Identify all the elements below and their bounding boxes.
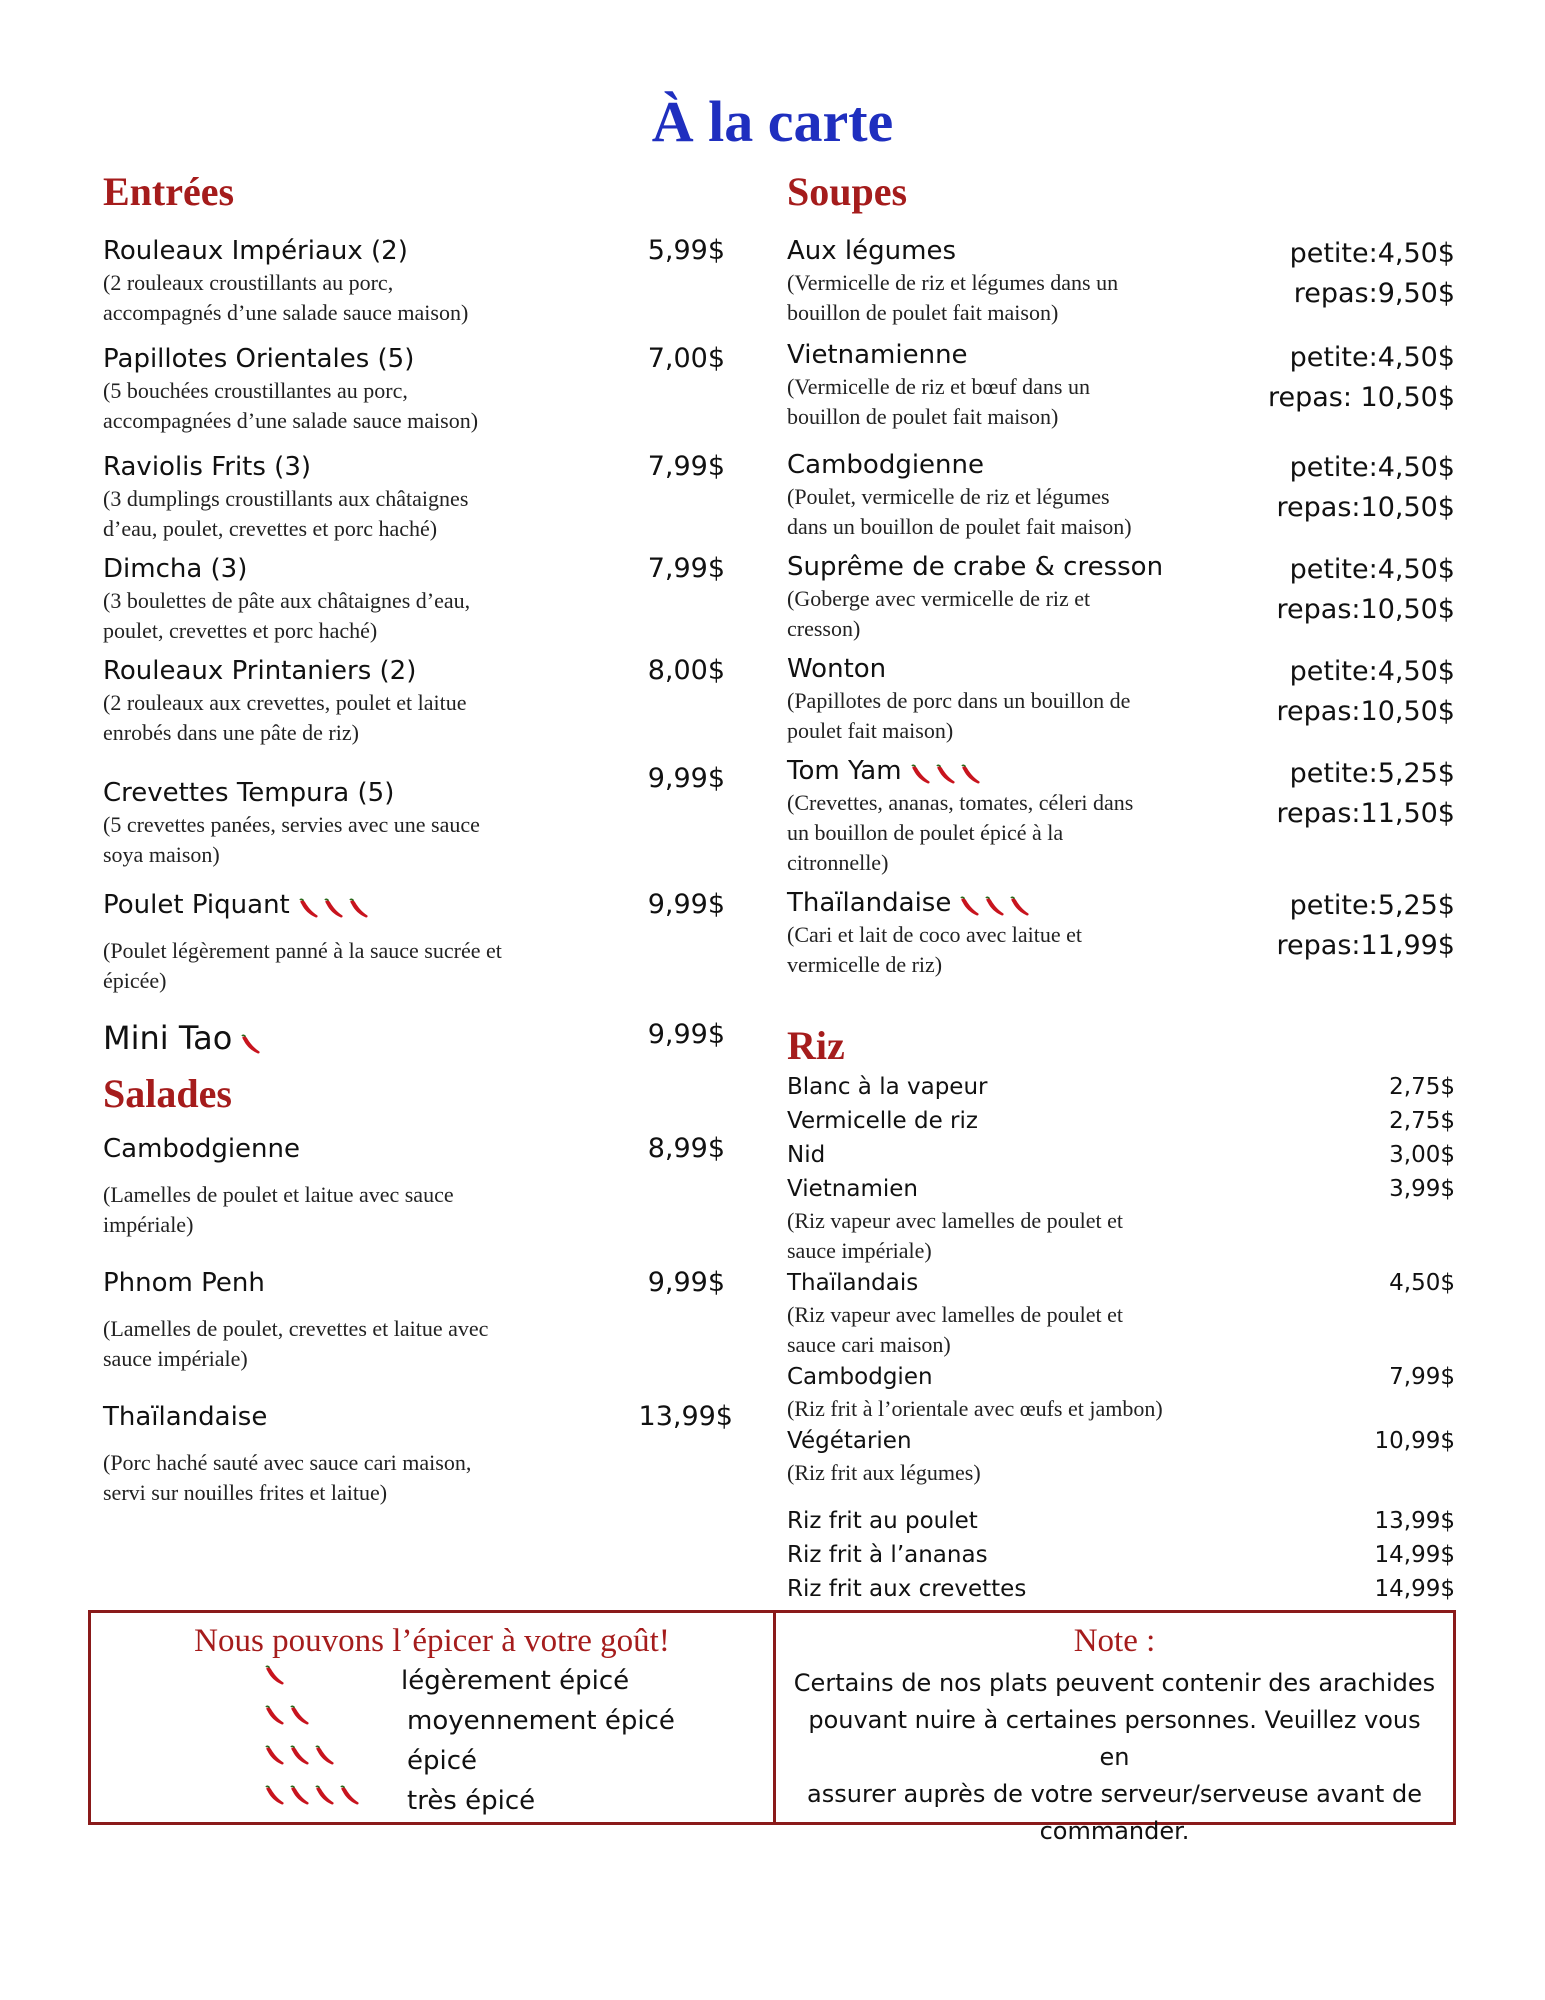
chili-pepper-icon: [984, 896, 1006, 918]
item-description: d’eau, poulet, crevettes et porc haché): [103, 516, 438, 541]
menu-item: [103, 1266, 725, 1400]
spice-indicator: [295, 898, 370, 917]
page-title: À la carte: [651, 89, 894, 154]
item-name: Cambodgien: [787, 1364, 933, 1390]
item-name: Aux légumes: [787, 236, 956, 266]
menu-item: [103, 1132, 725, 1266]
item-price: 2,75$: [1389, 1108, 1455, 1134]
item-price: 9,99$: [647, 889, 725, 920]
menu-item: [103, 1018, 725, 1066]
soup-prices: [1277, 886, 1455, 966]
chili-pepper-icon: [289, 1745, 311, 1767]
item-description: (Goberge avec vermicelle de riz et: [787, 586, 1091, 611]
chili-pepper-icon: [264, 1745, 286, 1767]
meal-price: repas:11,99$: [1276, 930, 1455, 961]
item-description: (5 crevettes panées, servies avec une sauce: [103, 812, 480, 837]
item-name: Dimcha (3): [103, 554, 248, 584]
item-description: bouillon de poulet fait maison): [787, 300, 1059, 325]
item-name: Tom Yam: [787, 756, 902, 786]
item-description: un bouillon de poulet épicé à la: [787, 820, 1064, 845]
item-description: (Vermicelle de riz et légumes dans un: [787, 270, 1119, 295]
chili-pepper-icon: [289, 1705, 311, 1727]
item-price: 9,99$: [647, 763, 725, 794]
legend-row: [91, 1741, 773, 1781]
spice-indicator: [907, 764, 982, 783]
small-price: petite:4,50$: [1289, 342, 1455, 373]
soup-prices: [1277, 448, 1455, 528]
spice-legend: [91, 1613, 776, 1822]
item-name: Nid: [787, 1142, 826, 1168]
meal-price: repas:11,50$: [1276, 798, 1455, 829]
spice-indicator: [261, 1785, 361, 1807]
small-price: petite:4,50$: [1289, 554, 1455, 585]
item-description: (Papillotes de porc dans un bouillon de: [787, 688, 1131, 713]
footer-box: [88, 1610, 1456, 1845]
item-price: 7,99$: [1389, 1364, 1455, 1390]
spice-legend-heading: Nous pouvons l’épicer à votre goût!: [194, 1623, 670, 1659]
right-column: [787, 168, 1455, 1606]
spice-indicator: [261, 1705, 311, 1727]
item-description: (Riz vapeur avec lamelles de poulet et: [787, 1208, 1123, 1233]
item-name: Vietnamien: [787, 1176, 918, 1202]
chili-pepper-icon: [959, 896, 981, 918]
meal-price: repas: 10,50$: [1267, 382, 1455, 413]
item-name: Raviolis Frits (3): [103, 452, 312, 482]
menu-item: [103, 888, 725, 1018]
menu-item: [787, 448, 1455, 550]
chili-pepper-icon: [348, 898, 370, 920]
item-name: Blanc à la vapeur: [787, 1074, 988, 1100]
item-price: 10,99$: [1374, 1428, 1455, 1454]
item-price: 9,99$: [647, 1267, 725, 1298]
meal-price: repas:9,50$: [1293, 278, 1455, 309]
chili-pepper-icon: [935, 764, 957, 786]
item-name: Thaïlandaise: [787, 888, 952, 918]
menu-item: [103, 1400, 733, 1510]
left-column: [103, 168, 733, 1510]
meal-price: repas:10,50$: [1276, 696, 1455, 727]
menu-item: [787, 1360, 1455, 1424]
item-price: 3,99$: [1389, 1176, 1455, 1202]
item-description: (Riz vapeur avec lamelles de poulet et: [787, 1302, 1123, 1327]
chili-pepper-icon: [323, 898, 345, 920]
item-price: 13,99$: [1374, 1508, 1455, 1534]
menu-item: [787, 338, 1455, 448]
riz-heading: Riz: [787, 1023, 845, 1068]
menu-item: [787, 1070, 1455, 1104]
item-name: Rouleaux Printaniers (2): [103, 656, 417, 686]
chili-pepper-icon: [289, 1785, 311, 1807]
item-description: (Cari et lait de coco avec laitue et: [787, 922, 1083, 947]
note-heading: Note :: [1073, 1623, 1156, 1659]
item-name: Cambodgienne: [103, 1134, 301, 1164]
item-description: cresson): [787, 616, 861, 641]
item-price: 7,99$: [647, 451, 725, 482]
entrees-heading: Entrées: [103, 169, 235, 214]
item-description: poulet fait maison): [787, 718, 954, 743]
small-price: petite:5,25$: [1289, 758, 1455, 789]
item-description: (3 dumplings croustillants aux châtaignes: [103, 486, 469, 511]
menu-item: [787, 1172, 1455, 1266]
legend-label: très épicé: [407, 1786, 536, 1816]
item-description: poulet, crevettes et porc haché): [103, 618, 378, 643]
chili-pepper-icon: [264, 1665, 286, 1687]
chili-pepper-icon: [910, 764, 932, 786]
chili-pepper-icon: [960, 764, 982, 786]
chili-pepper-icon: [1009, 896, 1031, 918]
menu-item: [787, 234, 1455, 338]
soup-prices: [1277, 754, 1455, 834]
item-name: Suprême de crabe & cresson: [787, 552, 1164, 582]
item-description: servi sur nouilles frites et laitue): [103, 1480, 388, 1505]
item-price: 14,99$: [1374, 1576, 1455, 1602]
item-description: accompagnées d’une salade sauce maison): [103, 408, 479, 433]
chili-pepper-icon: [298, 898, 320, 920]
menu-item: [787, 1138, 1455, 1172]
item-price: 9,99$: [647, 1019, 725, 1050]
meal-price: repas:10,50$: [1276, 492, 1455, 523]
legend-label: légèrement épicé: [401, 1666, 630, 1696]
chili-pepper-icon: [314, 1745, 336, 1767]
note-text: [776, 1661, 1453, 1850]
small-price: petite:5,25$: [1289, 890, 1455, 921]
item-description: (Riz frit à l’orientale avec œufs et jambon): [787, 1396, 1163, 1421]
item-name: Wonton: [787, 654, 887, 684]
menu-item: [787, 754, 1455, 886]
menu-item: [103, 342, 725, 450]
soup-prices: [1290, 234, 1455, 314]
item-description: (3 boulettes de pâte aux châtaignes d’eau,: [103, 588, 471, 613]
item-description: (Lamelles de poulet, crevettes et laitue avec: [103, 1316, 489, 1341]
note-line: pouvant nuire à certaines personnes. Veuillez vous en: [808, 1706, 1421, 1771]
item-name: Végétarien: [787, 1428, 912, 1454]
item-description: sauce cari maison): [787, 1332, 951, 1357]
chili-pepper-icon: [240, 1034, 262, 1056]
item-description: soya maison): [103, 842, 220, 867]
chili-pepper-icon: [264, 1705, 286, 1727]
item-name: Poulet Piquant: [103, 890, 290, 920]
legend-label: moyennement épicé: [407, 1706, 675, 1736]
item-price: 2,75$: [1389, 1074, 1455, 1100]
small-price: petite:4,50$: [1289, 238, 1455, 269]
menu-item: [787, 886, 1455, 1014]
soup-prices: [1268, 338, 1455, 418]
allergy-note: [776, 1613, 1453, 1845]
item-name: Phnom Penh: [103, 1268, 265, 1298]
menu-item: [787, 1266, 1455, 1360]
item-price: 5,99$: [647, 235, 725, 266]
menu-item: [787, 1572, 1455, 1606]
small-price: petite:4,50$: [1289, 452, 1455, 483]
item-description: enrobés dans une pâte de riz): [103, 720, 359, 745]
item-description: (Porc haché sauté avec sauce cari maison,: [103, 1450, 472, 1475]
menu-item: [787, 652, 1455, 754]
menu-item: [103, 552, 725, 654]
item-description: impériale): [103, 1212, 194, 1237]
item-description: sauce impériale): [103, 1346, 248, 1371]
item-name: Papillotes Orientales (5): [103, 344, 415, 374]
menu-item: [103, 763, 725, 888]
item-name: Rouleaux Impériaux (2): [103, 236, 408, 266]
note-line: assurer auprès de votre serveur/serveuse avant de: [807, 1780, 1422, 1808]
item-description: (Vermicelle de riz et bœuf dans un: [787, 374, 1090, 399]
item-name: Vermicelle de riz: [787, 1108, 978, 1134]
item-price: 7,99$: [647, 553, 725, 584]
item-description: (Crevettes, ananas, tomates, céleri dans: [787, 790, 1134, 815]
item-description: (5 bouchées croustillantes au porc,: [103, 378, 408, 403]
spice-indicator: [261, 1745, 336, 1767]
soup-prices: [1277, 550, 1455, 630]
soupes-heading: Soupes: [787, 169, 908, 214]
legend-row: [91, 1661, 773, 1701]
item-price: 4,50$: [1389, 1270, 1455, 1296]
chili-pepper-icon: [339, 1785, 361, 1807]
menu-item: [103, 654, 725, 770]
salades-heading: Salades: [103, 1071, 232, 1116]
legend-label: épicé: [407, 1746, 478, 1776]
item-description: (Poulet légèrement panné à la sauce sucrée et: [103, 938, 502, 963]
item-name: Mini Tao: [103, 1019, 233, 1057]
item-description: accompagnés d’une salade sauce maison): [103, 300, 469, 325]
legend-row: [91, 1781, 773, 1821]
item-description: dans un bouillon de poulet fait maison): [787, 514, 1132, 539]
item-name: Thaïlandaise: [103, 1402, 268, 1432]
menu-item: [787, 1538, 1455, 1572]
legend-row: [91, 1701, 773, 1741]
chili-pepper-icon: [264, 1785, 286, 1807]
note-line: Certains de nos plats peuvent contenir des arachides: [793, 1669, 1436, 1697]
menu-item: [787, 1104, 1455, 1138]
soup-prices: [1277, 652, 1455, 732]
item-description: (Poulet, vermicelle de riz et légumes: [787, 484, 1110, 509]
chili-pepper-icon: [314, 1785, 336, 1807]
note-line: commander.: [1039, 1817, 1190, 1845]
menu-item: [103, 234, 725, 342]
item-price: 7,00$: [647, 343, 725, 374]
meal-price: repas:10,50$: [1276, 594, 1455, 625]
item-price: 3,00$: [1389, 1142, 1455, 1168]
item-price: 13,99$: [638, 1401, 733, 1432]
item-description: (Lamelles de poulet et laitue avec sauce: [103, 1182, 454, 1207]
spice-indicator: [261, 1665, 286, 1687]
item-name: Riz frit à l’ananas: [787, 1542, 988, 1568]
menu-item: [787, 1504, 1455, 1538]
menu-item: [787, 1424, 1455, 1488]
item-name: Vietnamienne: [787, 340, 968, 370]
item-description: (2 rouleaux aux crevettes, poulet et laitue: [103, 690, 467, 715]
menu-item: [787, 550, 1455, 652]
item-name: Riz frit au poulet: [787, 1508, 978, 1534]
item-description: vermicelle de riz): [787, 952, 943, 977]
spice-indicator: [237, 1034, 262, 1053]
item-name: Cambodgienne: [787, 450, 985, 480]
small-price: petite:4,50$: [1289, 656, 1455, 687]
item-name: Riz frit aux crevettes: [787, 1576, 1027, 1602]
item-description: (2 rouleaux croustillants au porc,: [103, 270, 394, 295]
item-description: citronnelle): [787, 850, 889, 875]
item-description: épicée): [103, 968, 167, 993]
item-description: (Riz frit aux légumes): [787, 1460, 981, 1485]
item-name: Crevettes Tempura (5): [103, 778, 395, 808]
item-price: 8,99$: [647, 1133, 725, 1164]
item-price: 8,00$: [647, 655, 725, 686]
item-description: sauce impériale): [787, 1238, 932, 1263]
item-price: 14,99$: [1374, 1542, 1455, 1568]
item-description: bouillon de poulet fait maison): [787, 404, 1059, 429]
spice-indicator: [956, 896, 1031, 915]
item-name: Thaïlandais: [787, 1270, 919, 1296]
menu-item: [103, 450, 725, 552]
